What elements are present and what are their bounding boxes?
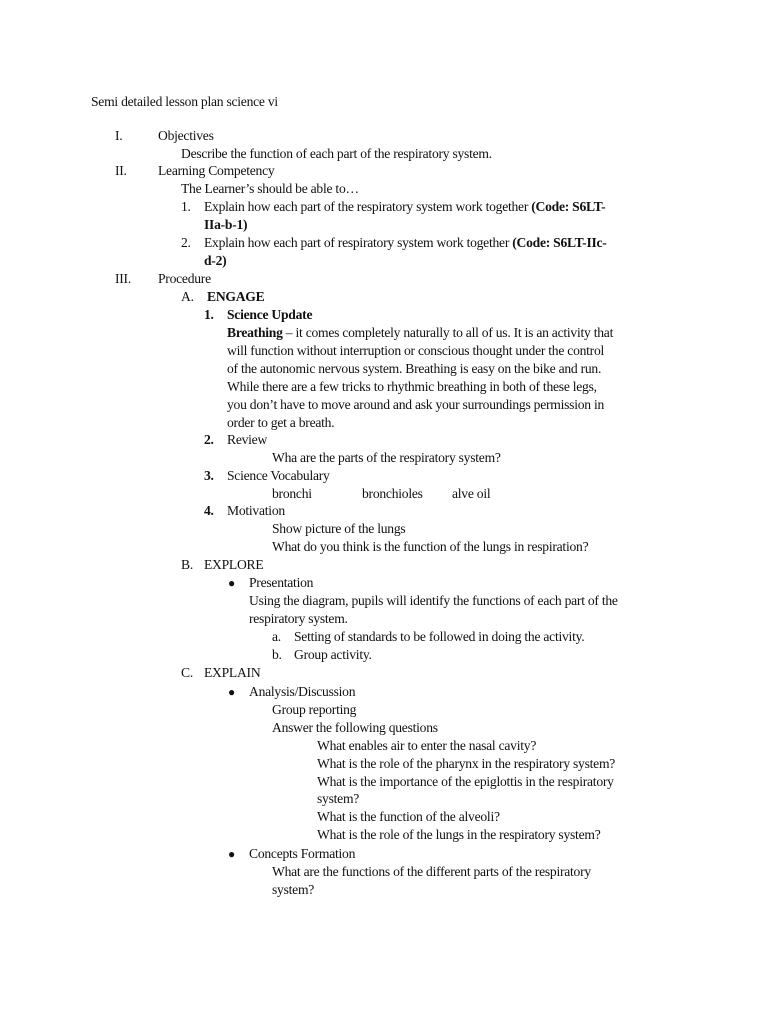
competency-code: (Code: S6LT- xyxy=(531,199,606,214)
list-item-number: 2. xyxy=(204,432,214,447)
bullet-icon: ● xyxy=(228,576,235,590)
concepts-line: What are the functions of the different parts of the respiratory xyxy=(272,864,591,879)
subsection-heading-explain: EXPLAIN xyxy=(204,665,261,680)
science-update-label: Science Update xyxy=(227,307,313,322)
section-heading-competency: Learning Competency xyxy=(158,163,275,178)
science-update-paragraph-line: will function without interruption or conscious thought under the control xyxy=(227,343,605,358)
analysis-question: What is the role of the pharynx in the respiratory system? xyxy=(317,756,616,771)
competency-item xyxy=(204,234,607,252)
science-update-paragraph-line: of the autonomic nervous system. Breathing is easy on the bike and run. xyxy=(227,361,602,376)
vocabulary-word: bronchioles xyxy=(362,486,423,501)
analysis-label: Analysis/Discussion xyxy=(249,684,356,699)
analysis-line: Answer the following questions xyxy=(272,720,438,735)
motivation-line: Show picture of the lungs xyxy=(272,521,406,536)
motivation-label: Motivation xyxy=(227,503,285,518)
science-update-paragraph-line: order to get a breath. xyxy=(227,415,335,430)
science-update-paragraph-line: While there are a few tricks to rhythmic breathing in both of these legs, xyxy=(227,379,597,394)
analysis-question: system? xyxy=(317,791,360,806)
sub-item-text: Setting of standards to be followed in doing the activity. xyxy=(294,629,585,644)
analysis-line: Group reporting xyxy=(272,702,357,717)
objectives-text: Describe the function of each part of the respiratory system. xyxy=(181,146,492,161)
subsection-letter: B. xyxy=(181,557,193,572)
subsection-letter: C. xyxy=(181,665,193,680)
review-question: Wha are the parts of the respiratory system? xyxy=(272,450,501,465)
sub-item-letter: b. xyxy=(272,647,282,662)
concepts-line: system? xyxy=(272,882,315,897)
competency-item-text: Explain how each part of the respiratory system work together xyxy=(204,199,529,214)
competency-intro: The Learner’s should be able to… xyxy=(181,181,359,196)
list-item-number: 1. xyxy=(181,199,191,214)
review-label: Review xyxy=(227,432,268,447)
subsection-letter: A. xyxy=(181,289,194,304)
vocabulary-word: alve oil xyxy=(452,486,491,501)
explore-line: respiratory system. xyxy=(249,611,348,626)
sub-item-text: Group activity. xyxy=(294,647,372,662)
bullet-icon: ● xyxy=(228,685,235,699)
competency-code: IIa-b-1) xyxy=(204,217,248,232)
breathing-term: Breathing xyxy=(227,325,283,340)
motivation-line: What do you think is the function of the lungs in respiration? xyxy=(272,539,589,554)
analysis-question: What is the importance of the epiglottis in the respiratory xyxy=(317,774,614,789)
competency-code: d-2) xyxy=(204,253,227,268)
vocabulary-word: bronchi xyxy=(272,486,312,501)
analysis-question: What enables air to enter the nasal cavity? xyxy=(317,738,537,753)
competency-item-text: Explain how each part of respiratory system work together xyxy=(204,235,510,250)
concepts-label: Concepts Formation xyxy=(249,846,356,861)
competency-item xyxy=(204,198,605,216)
competency-code: (Code: S6LT-IIc- xyxy=(512,235,607,250)
bullet-icon: ● xyxy=(228,847,235,861)
vocabulary-label: Science Vocabulary xyxy=(227,468,330,483)
science-update-paragraph-line xyxy=(227,324,613,342)
sub-item-letter: a. xyxy=(272,629,281,644)
presentation-label: Presentation xyxy=(249,575,314,590)
list-item-number: 2. xyxy=(181,235,191,250)
explore-line: Using the diagram, pupils will identify the functions of each part of the xyxy=(249,593,618,608)
section-heading-procedure: Procedure xyxy=(158,271,211,286)
science-update-paragraph-line: you don’t have to move around and ask your surroundings permission in xyxy=(227,397,605,412)
subsection-heading-explore: EXPLORE xyxy=(204,557,264,572)
list-item-number: 3. xyxy=(204,468,214,483)
analysis-question: What is the function of the alveoli? xyxy=(317,809,500,824)
subsection-heading-engage: ENGAGE xyxy=(207,289,265,304)
list-item-number: 1. xyxy=(204,307,214,322)
list-item-number: 4. xyxy=(204,503,214,518)
section-heading-objectives: Objectives xyxy=(158,128,214,143)
section-numeral: II. xyxy=(115,163,127,178)
analysis-question: What is the role of the lungs in the respiratory system? xyxy=(317,827,601,842)
document-title: Semi detailed lesson plan science vi xyxy=(91,94,278,109)
paragraph-text: – it comes completely naturally to all of us. It is an activity that xyxy=(282,325,614,340)
section-numeral: I. xyxy=(115,128,123,143)
section-numeral: III. xyxy=(115,271,131,286)
